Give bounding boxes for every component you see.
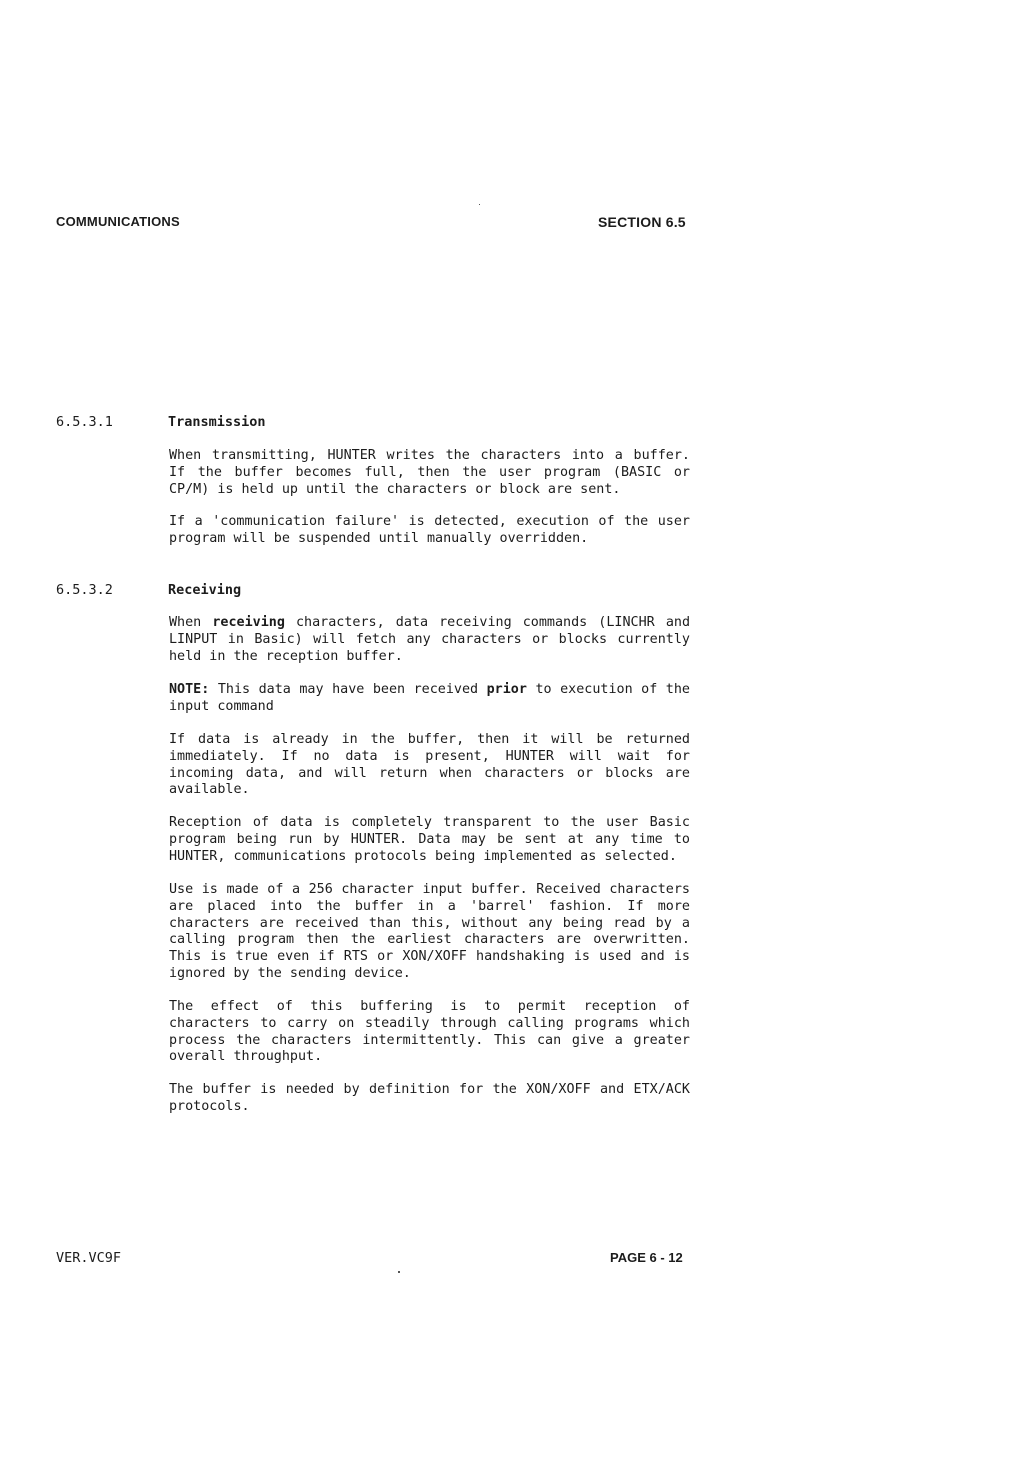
paragraph: Reception of data is completely transparent to the user Basic program being run by HUNTER. Data may be sent at any time to HUNTER, communications protocols being implemented as selected. [169,815,690,864]
section-number: 6.5.3.2 [56,582,113,598]
emphasis: prior [486,682,527,697]
footer-page-number: PAGE 6 - 12 [610,1250,683,1265]
paragraph: When transmitting, HUNTER writes the characters into a buffer. If the buffer becomes full, then the user program (BASIC or CP/M) is held up until the characters or block are sent. [169,448,690,497]
emphasis: receiving [212,615,285,630]
paragraph: The effect of this buffering is to permit reception of characters to carry on steadily through calling programs which process the characters intermittently. This can give a greater overall throughput. [169,999,690,1065]
running-header-section: SECTION 6.5 [598,214,686,230]
paragraph: If a 'communication failure' is detected, execution of the user program will be suspended until manually overridden. [169,514,690,546]
paragraph [169,615,690,665]
footer-version: VER.VC9F [56,1250,122,1266]
scan-speck [479,204,480,205]
note-paragraph [169,682,690,716]
section-title: Transmission [168,414,266,430]
section-title: Receiving [168,582,242,598]
text-run: characters, data receiving commands (LINCHR and LINPUT in Basic) will fetch any characters or blocks currently held in the reception buffer. [169,615,691,664]
paragraph: If data is already in the buffer, then it will be returned immediately. If no data is present, HUNTER will wait for incoming data, and will return when characters or blocks are available. [169,732,690,798]
section-number: 6.5.3.1 [56,414,113,430]
text-run: This data may have been received [209,682,487,697]
paragraph: The buffer is needed by definition for the XON/XOFF and ETX/ACK protocols. [169,1082,690,1114]
paragraph: Use is made of a 256 character input buffer. Received characters are placed into the buffer in a 'barrel' fashion. If more characters are received than this, without any being read by a calling program then the earliest characters are overwritten. This is true even if RTS or XON/XOFF handshaking is used and is ignored by the sending device. [169,882,690,981]
note-label: NOTE: [169,682,210,697]
scan-speck [398,1271,400,1273]
running-header-title: COMMUNICATIONS [56,214,180,229]
text-run: to execution of the input command [169,682,690,714]
text-run: When [169,615,213,630]
